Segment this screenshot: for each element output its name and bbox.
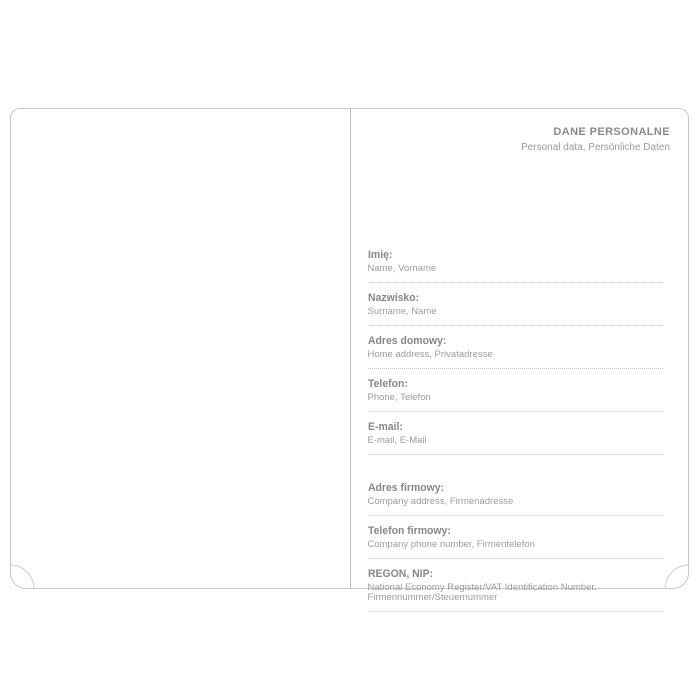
right-page xyxy=(350,109,689,603)
field-sublabel: Phone, Telefon xyxy=(367,392,431,403)
field-surname xyxy=(368,283,664,326)
field-regon-nip xyxy=(368,559,664,612)
left-page-blank xyxy=(11,109,350,588)
field-sublabel: Company phone number, Firmentelefon xyxy=(367,539,535,550)
page-header xyxy=(368,126,671,154)
field-company-address xyxy=(368,473,664,516)
field-label: Adres domowy: xyxy=(367,335,446,347)
field-sublabel-line2: Firmennummer/Steuernummer xyxy=(367,592,498,603)
field-email xyxy=(368,412,664,455)
field-label: Adres firmowy: xyxy=(367,482,444,494)
notebook-spread xyxy=(10,108,689,603)
field-label: Telefon firmowy: xyxy=(367,525,451,537)
page-title: DANE PERSONALNE xyxy=(553,126,670,138)
field-company-phone xyxy=(368,516,664,559)
field-sublabel: National Economy Register/VAT Identification Number, xyxy=(367,582,597,593)
field-first-name xyxy=(368,240,664,283)
field-sublabel: Name, Vorname xyxy=(367,263,437,274)
field-sublabel: Surname, Name xyxy=(367,306,437,317)
field-sublabel: Company address, Firmenadresse xyxy=(367,496,514,507)
field-label: Telefon: xyxy=(367,378,408,390)
field-label: E-mail: xyxy=(367,421,403,433)
personal-data-form xyxy=(368,240,664,612)
field-label: Nazwisko: xyxy=(367,292,419,304)
field-sublabel: Home address, Privatadresse xyxy=(367,349,493,360)
field-label: REGON, NIP: xyxy=(367,568,433,580)
field-sublabel: E-mail, E-Mail xyxy=(367,435,427,446)
field-home-address xyxy=(368,326,664,369)
page-subtitle: Personal data, Persönliche Daten xyxy=(521,142,670,153)
field-label: Imię: xyxy=(367,249,392,261)
field-phone xyxy=(368,369,664,412)
